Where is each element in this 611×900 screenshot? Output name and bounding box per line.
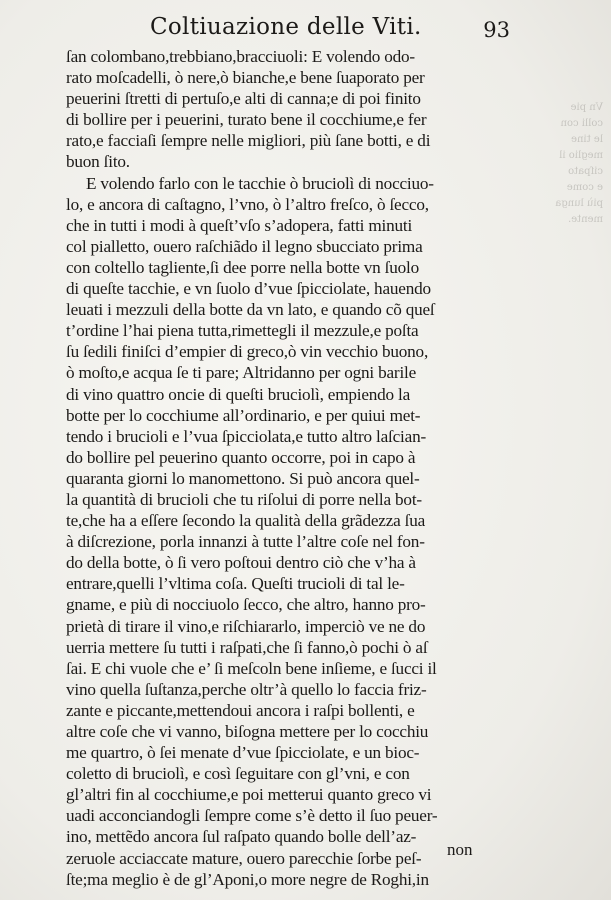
text-line: leuati i mezzuli della botte da vn lato, e quando cõ queſ <box>66 300 435 320</box>
text-line: lo, e ancora di caſtagno, l’vno, ò l’altro freſco, ò ſecco, <box>66 194 429 214</box>
text-line: ò moſto,e acqua ſe ti pare; Altridanno per ogni barile <box>66 363 417 383</box>
text-line: quaranta giorni lo manomettono. Si può ancora quel- <box>66 468 420 488</box>
text-line: di queſte tacchie, e vn ſuolo d’vue ſpicciolate, hauendo <box>66 279 431 299</box>
text-line: che in tutti i modi à queſt’vſo s’adopera, fatti minuti <box>66 215 413 235</box>
text-line: ſu ſedili finiſci d’empier di greco,ò vin vecchio buono, <box>66 342 429 362</box>
body-text <box>66 46 502 890</box>
text-line: gl’altri fin al cocchiume,e poi metterui quanto greco vi <box>66 785 432 805</box>
bleed-line: ciſpato <box>568 166 603 177</box>
text-line: buon ſito. <box>66 152 130 172</box>
page-number: 93 <box>483 18 510 42</box>
bleed-line: mente. <box>568 214 603 225</box>
text-line: coletto di bruciolì, e così ſeguitare con gl’vni, e con <box>66 764 410 784</box>
bleed-line: più lunga <box>555 198 603 209</box>
text-line: gname, e più di nocciuolo ſecco, che altro, hanno pro- <box>66 595 426 615</box>
bleed-line: meglio il <box>559 150 603 161</box>
text-line: di vino quattro oncie di queſti bruciolì, empiendo la <box>66 384 411 404</box>
text-line: uadi acconciandogli ſempre come s’è detto il ſuo peuer- <box>66 806 438 826</box>
text-line: col pialletto, ouero raſchiãdo il legno sbucciato prima <box>66 236 423 256</box>
text-line: à diſcrezione, porla innanzi à tutte l’altre coſe nel fon- <box>66 532 425 552</box>
text-line: do della botte, ò ſi vero poſtoui dentro ciò che v’ha à <box>66 553 416 573</box>
text-line: prietà di tirare il vino,e riſchiararlo, imperciò ve ne do <box>66 616 426 636</box>
text-line: t’ordine l’hai piena tutta,rimettegli il mezzule,e poſta <box>66 321 419 341</box>
running-title: Coltiuazione delle Viti. <box>150 14 422 40</box>
text-line: ino, mettẽdo ancora ſul raſpato quando bolle dell’az- <box>66 827 417 847</box>
text-line: ſte;ma meglio è de gl’Aponi,o more negre de Roghi,in <box>66 869 429 889</box>
bleed-through-text <box>543 100 603 228</box>
bleed-line: colli con <box>560 118 603 129</box>
text-line: do bollire pel peuerino quanto occorre, poi in capo à <box>66 447 416 467</box>
text-line: E volendo farlo con le tacchie ò bruciolì di nocciuo- <box>86 173 434 193</box>
text-line: ſai. E chi vuole che e’ ſi meſcoln bene inſieme, e ſucci il <box>66 658 437 678</box>
text-line: entrare,quelli l’vltima coſa. Queſti trucioli di tal le- <box>66 574 405 594</box>
text-line: ſan colombano,trebbiano,bracciuoli: E volendo odo- <box>66 47 415 66</box>
text-line: con coltello tagliente,ſi dee porre nella botte vn ſuolo <box>66 257 419 277</box>
bleed-line: e come <box>566 182 603 193</box>
text-line: zeruole acciaccate mature, ouero parecchie ſorbe peſ- <box>66 848 422 868</box>
text-line: botte per lo cocchiume all’ordinario, e per quiui met- <box>66 405 421 425</box>
text-line: peuerini ſtretti di pertuſo,e alti di canna;e di poi finito <box>66 89 421 109</box>
text-line: la quantità di brucioli che tu riſolui di porre nella bot- <box>66 489 422 509</box>
text-line: tendo i brucioli e l’vua ſpicciolata,e tutto altro laſcian- <box>66 426 426 446</box>
text-line: uerria mettere ſu tutti i raſpati,che ſi fanno,ò pochi ò aſ <box>66 637 428 657</box>
text-line: te,che ha a eſſere ſecondo la qualità della grãdezza ſua <box>66 511 426 531</box>
catchword: non <box>447 840 473 859</box>
text-line: me quartro, ò ſei menate d’vue ſpicciolate, e un bioc- <box>66 743 420 763</box>
bleed-line: Vn pie <box>570 102 603 113</box>
text-line: rato moſcadelli, ò nere,ò bianche,e bene ſuaporato per <box>66 68 425 88</box>
text-line: di bollire per i peuerini, turato bene il cocchiume,e fer <box>66 110 427 130</box>
text-line: zante e piccante,mettendoui ancora i raſpi bollenti, e <box>66 700 415 720</box>
page-header <box>150 8 510 48</box>
text-line: rato,e facciaſi ſempre nelle migliori, più ſane botti, e di <box>66 131 431 151</box>
text-line: altre coſe che vi vanno, biſogna mettere per lo cocchiu <box>66 722 429 741</box>
bleed-line: le tine <box>571 134 603 145</box>
text-line: vino quella ſuſtanza,perche oltr’à quello lo faccia friz- <box>66 679 427 699</box>
